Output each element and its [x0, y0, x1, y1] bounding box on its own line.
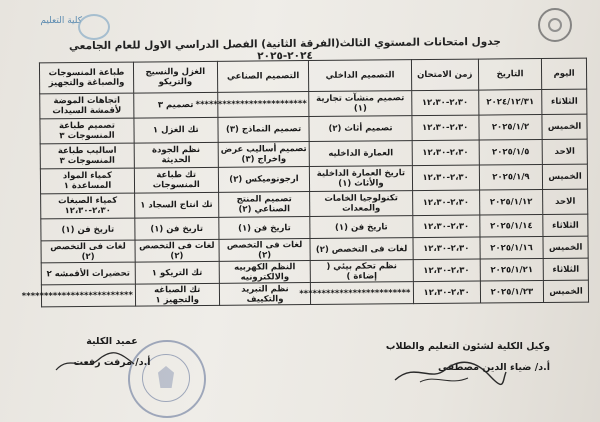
- cell-subject: لغات فى التخصص (٢): [135, 239, 219, 262]
- cell-day: الخميس: [542, 114, 587, 139]
- cell-subject: تصميم أساليب عرض واخراج (٣): [218, 142, 310, 168]
- cell-subject: *************************: [311, 282, 413, 305]
- cell-subject: تصميم ٣: [134, 92, 218, 118]
- cell-subject: العمارة الداخليه: [310, 141, 412, 167]
- header-industrial-design: التصميم الصناعي: [217, 61, 309, 93]
- cell-date: ٢٠٢٥/١/١٦: [480, 237, 543, 260]
- dean-name: أ.د/ مرفت رفعت: [73, 357, 151, 368]
- cell-subject: *************************: [217, 92, 309, 118]
- cell-subject: تصميم طباعة المنسوجات ٣: [40, 118, 134, 144]
- cell-subject: لغات فى التخصص (٢): [219, 239, 311, 262]
- cell-subject: تاريخ فن (١): [41, 218, 135, 241]
- cell-subject: تصميم النماذج (٣): [218, 117, 310, 143]
- cell-date: ٢٠٢٥/١/٥: [479, 140, 542, 166]
- dean-title: عميد الكلية: [86, 336, 138, 347]
- cell-time: ٢،٣٠-١٢،٣٠: [412, 190, 480, 216]
- cell-day: الثلاثاء: [543, 214, 588, 236]
- handwritten-signature-icon: [390, 352, 510, 392]
- table-row: [41, 280, 588, 307]
- schedule-title: جدول امتحانات المستوي الثالث(الفرقة الثانية) الفصل الدراسي الاول للعام الجامعي ٢٠٢٤-٢٠٢٥: [68, 35, 501, 63]
- cell-time: ٢،٣٠-١٢،٣٠: [411, 115, 479, 141]
- cell-subject: تصميم أثاث (٢): [309, 116, 411, 142]
- faculty-logo: [22, 12, 112, 42]
- cell-subject: النظم الكهربيه والالكترونيه: [219, 261, 311, 284]
- cell-subject: تصميم منشآت تجارية (١): [309, 91, 411, 117]
- cell-subject: ارجونوميكس (٢): [218, 167, 310, 193]
- cell-subject: لغات فى التخصص (٢): [310, 238, 412, 261]
- exam-schedule-table: [21, 58, 589, 308]
- cell-time: ٢،٣٠-١٢،٣٠: [412, 215, 480, 238]
- cell-subject: تك التريكو ١: [135, 261, 219, 284]
- cell-subject: تاريخ فن (١): [218, 217, 310, 240]
- table-header-row: [39, 58, 586, 94]
- cell-subject: تك انتاج السجاد ١: [135, 192, 219, 218]
- cell-date: ٢٠٢٥/١/١٢: [479, 190, 542, 216]
- vice-dean-title: وكيل الكلية لشئون التعليم والطلاب: [385, 341, 550, 352]
- cell-subject: كمياء الصبغات ٢،٣٠-١٢،٣٠: [41, 193, 135, 219]
- header-date: التاريخ: [478, 59, 542, 91]
- university-emblem-icon: [538, 8, 572, 42]
- cell-subject: نظم تحكم بيئي ( إضاءة ): [311, 260, 413, 283]
- cell-date: ٢٠٢٥/١/٢: [479, 115, 542, 141]
- cell-subject: تاريخ فن (١): [310, 216, 412, 239]
- cell-time: ٢،٣٠-١٢،٣٠: [413, 259, 481, 282]
- cell-subject: تحضيرات الأقمشه ٢: [41, 262, 135, 285]
- header-interior-design: التصميم الداخلي: [309, 60, 411, 92]
- faculty-logo-text: كلية التعليم: [40, 16, 82, 26]
- cell-day: الخميس: [543, 236, 588, 258]
- cell-subject: نظم التبريد والتكييف: [219, 283, 311, 306]
- cell-time: ٢،٣٠-١٢،٣٠: [412, 237, 480, 260]
- header-time: زمن الامتحان: [411, 59, 479, 91]
- cell-subject: كمياء المواد المساعدة ١: [40, 168, 134, 194]
- cell-subject: اتجاهات الموضة لأقمشة السيدات: [40, 93, 134, 119]
- cell-day: الاحد: [543, 189, 588, 214]
- cell-subject: تاريخ العمارة الداخلية والأثاث (١): [310, 166, 412, 192]
- cell-time: ٢،٣٠-١٢،٣٠: [412, 140, 480, 166]
- cell-subject: تك الصباغه والتجهيز ١: [135, 283, 219, 306]
- cell-day: الخميس: [542, 164, 587, 189]
- header-spinning-weaving: الغزل والنسيج والتريكو: [133, 61, 217, 93]
- cell-subject: تصميم المنتج الصناعي (٢): [218, 192, 310, 218]
- cell-subject: *************************: [41, 284, 135, 307]
- cell-date: ٢٠٢٥/١/٢٣: [480, 281, 543, 304]
- dean-handwritten-signature-icon: [50, 346, 140, 380]
- cell-day: الاحد: [542, 139, 587, 164]
- cell-subject: تك طباعة المنسوجات: [134, 167, 218, 193]
- cell-subject: تك الغزل ١: [134, 117, 218, 143]
- header-day: اليوم: [542, 58, 587, 89]
- cell-day: الثلاثاء: [542, 89, 587, 114]
- cell-time: ٢،٣٠-١٢،٣٠: [412, 165, 480, 191]
- cell-date: ٢٠٢٥/١/١٤: [480, 215, 543, 238]
- vice-dean-name: أ.د/ ضياء الدين مصطفى: [438, 362, 550, 373]
- cell-time: ٢،٣٠-١٢،٣٠: [411, 90, 479, 116]
- cell-date: ٢٠٢٥/١/٢١: [480, 259, 543, 282]
- eagle-emblem-icon: [158, 366, 174, 388]
- cell-subject: لغات فى التخصص (٢): [41, 240, 135, 263]
- cell-day: الخميس: [543, 280, 588, 302]
- header-textile-printing: طباعة المنسوجات والصباغة والتجهيز: [39, 62, 133, 94]
- cell-subject: تكنولوجيا الخامات والمعدات: [310, 191, 412, 217]
- cell-subject: نظم الجودة الحديثة: [134, 142, 218, 168]
- logo-mark-icon: [78, 14, 110, 40]
- cell-subject: تاريخ فن (١): [135, 217, 219, 240]
- cell-time: ٢،٣٠-١٢،٣٠: [413, 281, 481, 304]
- cell-date: ٢٠٢٥/١/٩: [479, 165, 542, 191]
- cell-date: ٢٠٢٤/١٢/٣١: [479, 90, 542, 116]
- cell-day: الثلاثاء: [543, 258, 588, 280]
- cell-subject: اساليب طباعة المنسوجات ٣: [40, 143, 134, 169]
